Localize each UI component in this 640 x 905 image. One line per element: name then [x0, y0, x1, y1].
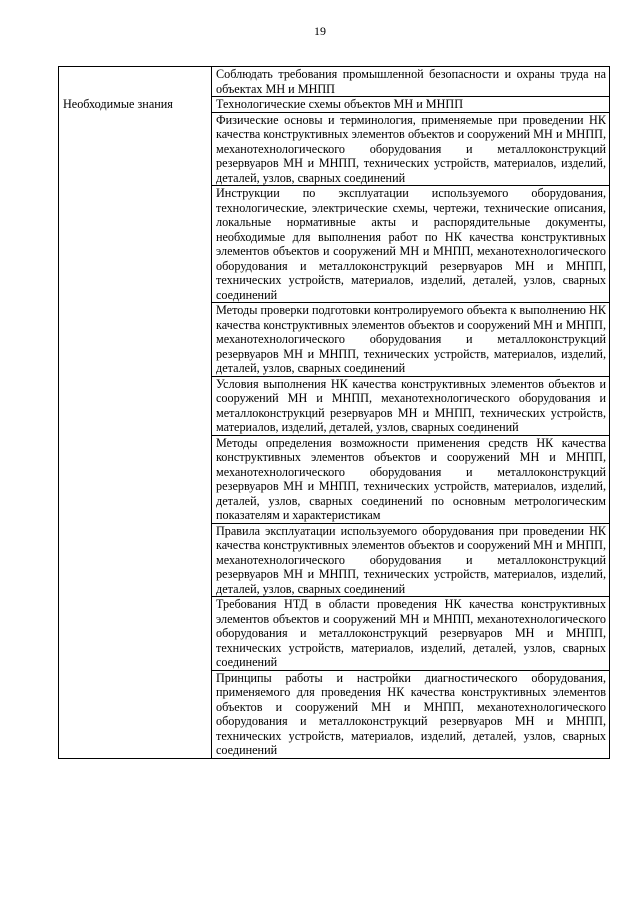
row-label: Необходимые знания: [59, 97, 212, 113]
row-text: Методы определения возможности применения средств НК качества конструктивных элементов объектов и сооружений МН и МНПП, механотехнологического оборудования и металлоконструкций резервуаров МН и МНПП, технических устройств, материалов, изделий, деталей, узлов, сварных соединений по основным метрологическим показателям и характеристикам: [212, 435, 610, 523]
table-row: [59, 112, 610, 186]
row-text: Физические основы и терминология, применяемые при проведении НК качества конструктивных элементов объектов и сооружений МН и МНПП, механотехнологического оборудования и металлоконструкций резервуаров МН и МНПП, технических устройств, материалов, изделий, деталей, узлов, сварных соединений: [212, 112, 610, 186]
table-row: [59, 435, 610, 523]
row-label: [59, 597, 212, 671]
row-label: [59, 435, 212, 523]
row-text: Инструкции по эксплуатации используемого оборудования, технологические, электрические схемы, чертежи, технические описания, локальные нормативные акты и распорядительные документы, необходимые для выполнения работ по НК качества конструктивных элементов объектов и сооружений МН и МНПП, механотехнологического оборудования и металлоконструкций резервуаров МН и МНПП, технических устройств, материалов, изделий, деталей, узлов, сварных соединений: [212, 186, 610, 303]
row-text: Технологические схемы объектов МН и МНПП: [212, 97, 610, 113]
row-label: [59, 112, 212, 186]
row-text: Соблюдать требования промышленной безопасности и охраны труда на объектах МН и МНПП: [212, 67, 610, 97]
table-row: [59, 303, 610, 377]
table-row: [59, 523, 610, 597]
table-row: [59, 186, 610, 303]
table-row: [59, 67, 610, 97]
row-text: Принципы работы и настройки диагностического оборудования, применяемого для проведения НК качества конструктивных элементов объектов и сооружений МН и МНПП, механотехнологического оборудования и металлоконструкций резервуаров МН и МНПП, технических устройств, материалов, изделий, деталей, узлов, сварных соединений: [212, 670, 610, 758]
row-text: Правила эксплуатации используемого оборудования при проведении НК качества конструктивных элементов объектов и сооружений МН и МНПП, механотехнологического оборудования и металлоконструкций резервуаров МН и МНПП, технических устройств, материалов, изделий, деталей, узлов, сварных соединений: [212, 523, 610, 597]
page-number: 19: [314, 24, 326, 38]
table-row: [59, 597, 610, 671]
knowledge-requirements-table: [58, 66, 610, 759]
row-text: Требования НТД в области проведения НК качества конструктивных элементов объектов и сооружений МН и МНПП, механотехнологического оборудования и металлоконструкций резервуаров МН и МНПП, технических устройств, материалов, изделий, деталей, узлов, сварных соединений: [212, 597, 610, 671]
row-text: Условия выполнения НК качества конструктивных элементов объектов и сооружений МН и МНПП, механотехнологического оборудования и металлоконструкций резервуаров МН и МНПП, технических устройств, материалов, изделий, деталей, узлов, сварных соединений: [212, 376, 610, 435]
row-label: [59, 186, 212, 303]
table-row: [59, 670, 610, 758]
table-row: [59, 97, 610, 113]
row-label: [59, 376, 212, 435]
row-label: [59, 523, 212, 597]
row-label: [59, 303, 212, 377]
row-text: Методы проверки подготовки контролируемого объекта к выполнению НК качества конструктивных элементов объектов и сооружений МН и МНПП, механотехнологического оборудования и металлоконструкций резервуаров МН и МНПП, технических устройств, материалов, изделий, деталей, узлов, сварных соединений: [212, 303, 610, 377]
row-label: [59, 67, 212, 97]
table-row: [59, 376, 610, 435]
row-label: [59, 670, 212, 758]
